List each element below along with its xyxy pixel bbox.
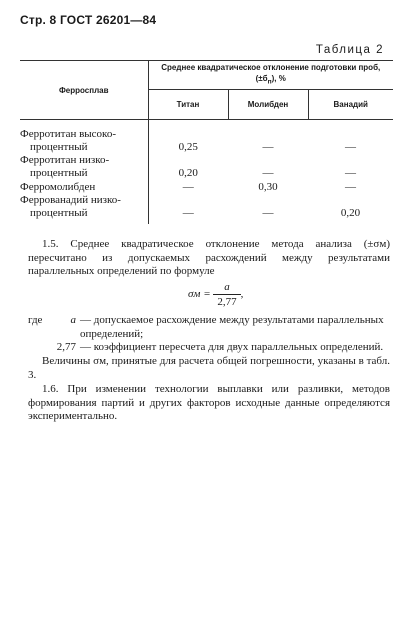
header-group-line2: (±б [255, 74, 268, 84]
row-name: Ферротитан низко- процентный [20, 154, 148, 180]
formula-lhs: σм = [188, 288, 211, 301]
paragraph-1-6: 1.6. При изменении технологии выплавки или разливки, методов формирования партий и других факторов исходные данные определяются экспериментально. [28, 383, 390, 422]
cell-molib: — [262, 207, 274, 219]
paragraph-1-5: 1.5. Среднее квадратическое отклонение метода анализа (±σм) пересчитано из допускаемых расхождений между результатами параллельных определений по формуле [28, 238, 390, 277]
cell-vanad: — [345, 167, 356, 179]
formula-numerator: a [213, 281, 240, 295]
formula-sigma-m [188, 281, 243, 308]
header-group-tail: ), % [271, 74, 286, 84]
where-277-symbol: 2,77 [56, 341, 76, 353]
ferroalloy-table [20, 60, 393, 224]
where-277-description: — коэффициент пересчета для двух параллельных определений. [80, 341, 384, 353]
paragraph-1-6-block [28, 383, 390, 424]
paragraph-values: Величины σм, принятые для расчета общей погрешности, указаны в табл. 3. [28, 355, 390, 381]
row-name: Ферротитан высоко- процентный [20, 120, 148, 155]
cell-vanad: 0,20 [340, 207, 361, 219]
table-row [20, 154, 393, 180]
formula-fraction [213, 281, 240, 308]
where-block [28, 314, 390, 355]
cell-titan: 0,20 [178, 167, 198, 179]
cell-vanad: — [345, 181, 356, 193]
table-row [20, 194, 393, 224]
cell-titan: 0,25 [178, 141, 198, 153]
header-titan: Титан [148, 90, 228, 120]
cell-molib: 0,30 [258, 181, 278, 193]
cell-molib: — [262, 167, 274, 179]
row-name: Ферромолибден [20, 180, 148, 194]
paragraph-values-block [28, 355, 390, 382]
formula-denominator: 2,77 [217, 296, 237, 308]
header-group-sub: п [267, 78, 272, 86]
where-a-description: — допускаемое расхождение между результатами параллельных определений; [80, 314, 384, 340]
where-word: где [28, 314, 43, 326]
header-ferroalloy: Ферросплав [20, 61, 148, 120]
cell-vanad: — [345, 141, 356, 153]
paragraph-1-5-block [28, 238, 390, 279]
where-row-277 [28, 341, 390, 355]
row-name: Феррованадий низко- процентный [20, 194, 148, 224]
table-caption: Таблица 2 [315, 44, 384, 56]
cell-titan: — [182, 207, 194, 219]
cell-titan: — [182, 181, 194, 193]
header-sample-prep-deviation [148, 61, 393, 90]
table-row [20, 180, 393, 194]
table-row [20, 120, 393, 155]
formula-tail: , [240, 288, 244, 301]
where-a-symbol: a [70, 314, 76, 326]
header-group-line1: Среднее квадратическое отклонение подготовки проб, [161, 63, 381, 73]
cell-molib: — [262, 141, 274, 153]
where-row-a [28, 314, 390, 341]
page-header: Стр. 8 ГОСТ 26201—84 [20, 13, 157, 27]
header-molibden: Молибден [228, 90, 308, 120]
header-vanadii: Ванадий [308, 90, 393, 120]
